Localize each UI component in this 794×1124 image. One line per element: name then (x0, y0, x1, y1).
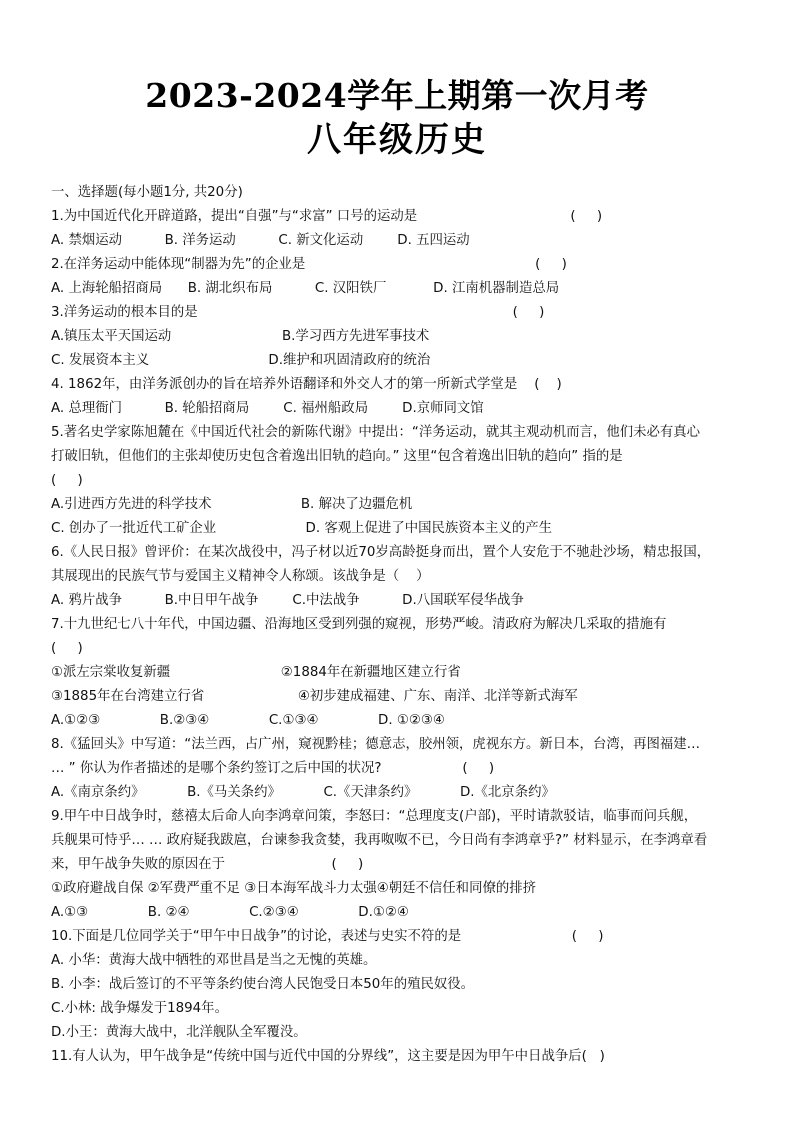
question-3-options-cd: C. 发展资本主义 D.维护和巩固清政府的统治 (51, 353, 431, 368)
question-10-option-a: A. 小华：黄海大战中牺牲的邓世昌是当之无愧的英雄。 (51, 953, 377, 968)
question-10: 10.下面是几位同学关于“甲午中日战争”的讨论，表述与史实不符的是 ( ) (51, 929, 604, 944)
question-8-line-1: 8.《猛回头》中写道：“法兰西，占广州，窥视黔桂；德意志，胶州领，虎视东方。新日本，台湾，再图福建… (51, 737, 701, 752)
section-heading: 一、选择题(每小题1分, 共20分) (51, 185, 243, 200)
question-3-options-ab: A.镇压太平天国运动 B.学习西方先进军事技术 (51, 329, 430, 344)
question-9-options: A.①③ B. ②④ C.②③④ D.①②④ (51, 905, 409, 920)
question-4-options: A. 总理衙门 B. 轮船招商局 C. 福州船政局 D.京师同文馆 (51, 401, 484, 416)
question-7-items-12: ①派左宗棠收复新疆 ②1884年在新疆地区建立行省 (51, 665, 461, 680)
question-9-line-3: 来，甲午战争失败的原因在于 ( ) (51, 857, 364, 872)
question-2: 2.在洋务运动中能体现“制器为先”的企业是 ( ) (51, 257, 567, 272)
question-list (51, 181, 751, 1069)
question-9-line-1: 9.甲午中日战争时，慈禧太后命人向李鸿章问策，李怒曰：“总理度支(户部)，平时请款驳诘，临事而问兵舰， (51, 809, 698, 824)
question-1: 1.为中国近代化开辟道路，提出“自强”与“求富” 口号的运动是 ( ) (51, 209, 603, 224)
question-3: 3.洋务运动的根本目的是 ( ) (51, 305, 545, 320)
question-7-items-34: ③1885年在台湾建立行省 ④初步建成福建、广东、南洋、北洋等新式海军 (51, 689, 578, 704)
question-1-options: A. 禁烟运动 B. 洋务运动 C. 新文化运动 D. 五四运动 (51, 233, 470, 248)
question-7-line-2: ( ) (51, 641, 83, 656)
question-9-items: ①政府避战自保 ②军费严重不足 ③日本海军战斗力太强④朝廷不信任和同僚的排挤 (51, 881, 537, 896)
question-7-options: A.①②③ B.②③④ C.①③④ D. ①②③④ (51, 713, 445, 728)
question-6-line-2: 其展现出的民族气节与爱国主义精神令人称颂。该战争是（ ） (51, 569, 430, 584)
question-5-line-3: ( ) (51, 473, 83, 488)
question-5-options-cd: C. 创办了一批近代工矿企业 D. 客观上促进了中国民族资本主义的产生 (51, 521, 553, 536)
question-9-line-2: 兵舰果可恃乎… … 政府疑我跋扈，台谏参我贪婪，我再呶呶不已，今日尚有李鸿章乎?” 材料显示，在李鸿章看 (51, 833, 708, 848)
question-6-options: A. 鸦片战争 B.中日甲午战争 C.中法战争 D.八国联军侵华战争 (51, 593, 524, 608)
question-10-option-b: B. 小李：战后签订的不平等条约使台湾人民饱受日本50年的殖民奴役。 (51, 977, 475, 992)
question-10-option-d: D.小王：黄海大战中，北洋舰队全军覆没。 (51, 1025, 307, 1040)
question-8-options: A.《南京条约》 B.《马关条约》 C.《天津条约》 D.《北京条约》 (51, 785, 555, 800)
question-7-line-1: 7.十九世纪七八十年代，中国边疆、沿海地区受到列强的窥视，形势严峻。清政府为解决几采取的措施有 (51, 617, 667, 632)
exam-title: 2023-2024学年上期第一次月考 (145, 76, 649, 115)
question-2-options: A. 上海轮船招商局 B. 湖北织布局 C. 汉阳铁厂 D. 江南机器制造总局 (51, 281, 560, 296)
question-5-options-ab: A.引进西方先进的科学技术 B. 解决了边疆危机 (51, 497, 413, 512)
question-5-line-1: 5.著名史学家陈旭麓在《中国近代社会的新陈代谢》中提出：“洋务运动，就其主观动机而言，他们未必有真心 (51, 425, 701, 440)
exam-subject: 八年级历史 (307, 120, 487, 160)
question-11: 11.有人认为，甲午战争是“传统中国与近代中国的分界线”，这主要是因为甲午中日战争后( ) (51, 1049, 605, 1064)
question-6-line-1: 6.《人民日报》曾评价：在某次战役中，冯子材以近70岁高龄挺身而出，置个人安危于不驰赴沙场，精忠报国， (51, 545, 711, 560)
question-8-line-2: … ” 你认为作者描述的是哪个条约签订之后中国的状况? ( ) (51, 761, 495, 776)
question-10-option-c: C.小林: 战争爆发于1894年。 (51, 1001, 228, 1016)
question-4: 4. 1862年，由洋务派创办的旨在培养外语翻译和外交人才的第一所新式学堂是 ( ) (51, 377, 562, 392)
question-5-line-2: 打破旧轨，但他们的主张却使历史包含着逸出旧轨的趋向。” 这里“包含着逸出旧轨的趋向” 指的是 (51, 449, 623, 464)
